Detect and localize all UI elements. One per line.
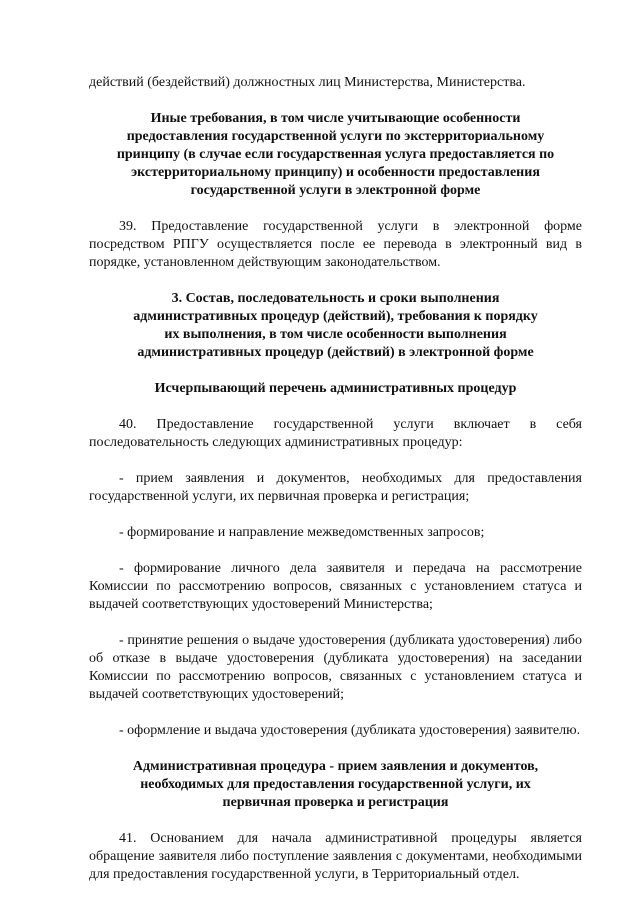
- paragraph-39: 39. Предоставление государственной услуги в электронной форме посредством РПГУ осуществляется после ее перевода в электронный вид в порядке, установленном действующим законодательством.: [89, 219, 582, 270]
- heading-line: Административная процедура - прием заявления и документов,: [132, 759, 539, 774]
- heading-line: 3. Состав, последовательность и сроки выполнения: [171, 291, 500, 306]
- heading-line: их выполнения, в том числе особенности выполнения: [164, 327, 507, 342]
- section-heading-3: [89, 290, 582, 362]
- heading-line: необходимых для предоставления государственной услуги, их: [140, 777, 531, 792]
- list-item: - прием заявления и документов, необходимых для предоставления государственной услуги, их первичная проверка и регистрация;: [89, 471, 582, 504]
- subheading-procedure-list: Исчерпывающий перечень административных процедур: [154, 381, 517, 396]
- list-item: - оформление и выдача удостоверения (дубликата удостоверения) заявителю.: [119, 723, 581, 738]
- paragraph-40: 40. Предоставление государственной услуги включает в себя последовательность следующих административных процедур:: [89, 417, 582, 450]
- heading-line: принципу (в случае если государственная услуга предоставляется по: [116, 147, 555, 162]
- paragraph-41: 41. Основанием для начала административной процедуры является обращение заявителя либо поступление заявления с документами, необходимыми для предоставления государственной услуги, в Территориальный отдел.: [89, 831, 582, 882]
- list-item: - принятие решения о выдаче удостоверения (дубликата удостоверения) либо об отказе в выдаче удостоверения (дубликата удостоверения) на заседании Комиссии по рассмотрению вопросов, связанных с установлением статуса и выдачей соответствующих удостоверений;: [89, 633, 582, 702]
- continuation-line: действий (бездействий) должностных лиц Министерства, Министерства.: [89, 75, 526, 90]
- heading-line: предоставления государственной услуги по экстерриториальному: [126, 129, 545, 144]
- list-item: - формирование личного дела заявителя и передача на рассмотрение Комиссии по рассмотрению вопросов, связанных с установлением статуса и выдачей соответствующих удостоверений Министерства;: [89, 561, 582, 612]
- heading-line: первичная проверка и регистрация: [222, 795, 449, 810]
- heading-line: административных процедур (действий) в электронной форме: [137, 345, 534, 360]
- heading-line: экстерриториальному принципу) и особенности предоставления: [131, 165, 540, 180]
- heading-line: Иные требования, в том числе учитывающие особенности: [150, 111, 521, 126]
- section-heading-other-requirements: [89, 110, 582, 200]
- subheading-admin-procedure: [89, 758, 582, 812]
- heading-line: административных процедур (действий), требования к порядку: [133, 309, 538, 324]
- list-item: - формирование и направление межведомственных запросов;: [119, 525, 485, 540]
- heading-line: государственной услуги в электронной форме: [190, 183, 481, 198]
